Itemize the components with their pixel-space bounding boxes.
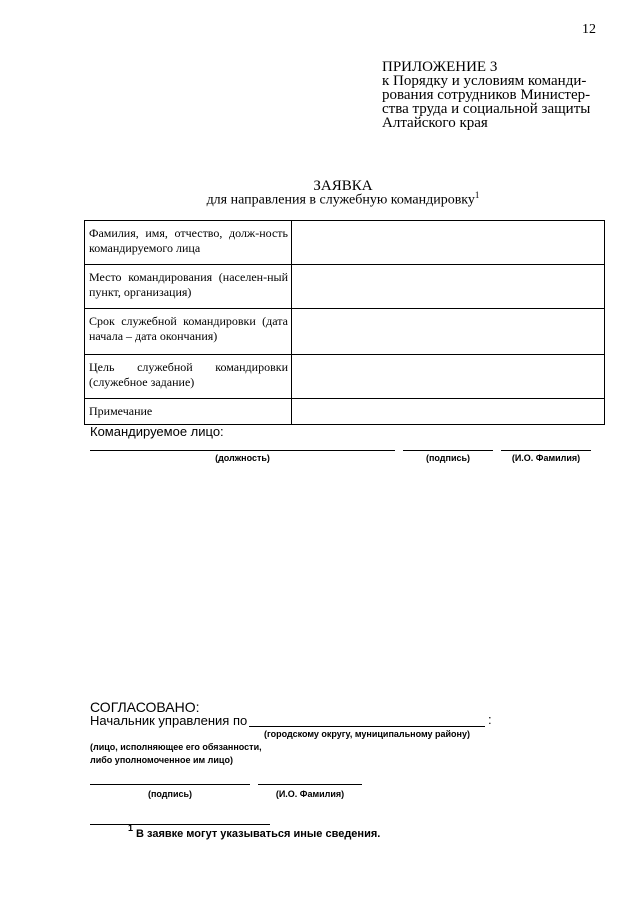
appendix-line: ства труда и социальной защиты — [382, 101, 591, 117]
footnote-text: В заявке могут указываться иные сведения. — [136, 828, 381, 840]
form-row — [85, 221, 605, 265]
appendix-line: рования сотрудников Министер- — [382, 87, 591, 103]
footnote-reference: 1 — [474, 190, 480, 200]
form-row-value-cell[interactable] — [292, 355, 605, 399]
subheading-text: для направления в служебную командировку — [206, 192, 475, 208]
traveler-label: Командируемое лицо: — [90, 424, 224, 439]
appendix-line: Алтайского края — [382, 115, 488, 131]
form-row-label: Фамилия, имя, отчество, долж-ность командируемого лица — [85, 221, 292, 265]
page-number: 12 — [582, 22, 596, 37]
district-line[interactable] — [249, 726, 485, 727]
appendix-line: к Порядку и условиям команди- — [382, 73, 587, 89]
form-row — [85, 355, 605, 399]
approval-colon: : — [488, 712, 492, 727]
form-row-value-cell[interactable] — [292, 399, 605, 425]
approval-name-caption: (И.О. Фамилия) — [275, 789, 345, 799]
form-row-label: Цель служебной командировки (служебное задание) — [85, 355, 292, 399]
form-row — [85, 309, 605, 355]
signature-line[interactable] — [403, 450, 493, 451]
approval-label: СОГЛАСОВАНО: — [90, 699, 200, 715]
signature-caption: (подпись) — [425, 453, 471, 463]
request-form-table — [84, 220, 605, 425]
form-row-value-cell[interactable] — [292, 309, 605, 355]
appendix-title: ПРИЛОЖЕНИЕ 3 — [382, 59, 498, 75]
approval-signature-line[interactable] — [90, 784, 250, 785]
position-caption: (должность) — [215, 453, 270, 463]
footnote-separator — [90, 824, 270, 825]
approval-name-line[interactable] — [258, 784, 362, 785]
form-row-label: Примечание — [85, 399, 292, 425]
form-row — [85, 265, 605, 309]
district-caption: (городскому округу, муниципальному району) — [264, 729, 470, 739]
document-heading: ЗАЯВКА — [313, 178, 373, 194]
appendix-block — [382, 60, 590, 130]
acting-person-line2: либо уполномоченное им лицо) — [90, 755, 233, 765]
form-row — [85, 399, 605, 425]
form-row-value-cell[interactable] — [292, 221, 605, 265]
name-caption: (И.О. Фамилия) — [511, 453, 581, 463]
footnote-mark: 1 — [128, 823, 134, 833]
acting-person-line1: (лицо, исполняющее его обязанности, — [90, 742, 262, 752]
position-line[interactable] — [90, 450, 395, 451]
approval-head-text: Начальник управления по — [90, 713, 248, 728]
form-row-value-cell[interactable] — [292, 265, 605, 309]
name-line[interactable] — [501, 450, 591, 451]
approval-signature-caption: (подпись) — [147, 789, 193, 799]
form-row-label: Место командирования (населен-ный пункт, организация) — [85, 265, 292, 309]
form-row-label: Срок служебной командировки (дата начала – дата окончания) — [85, 309, 292, 355]
document-subheading — [0, 190, 640, 209]
